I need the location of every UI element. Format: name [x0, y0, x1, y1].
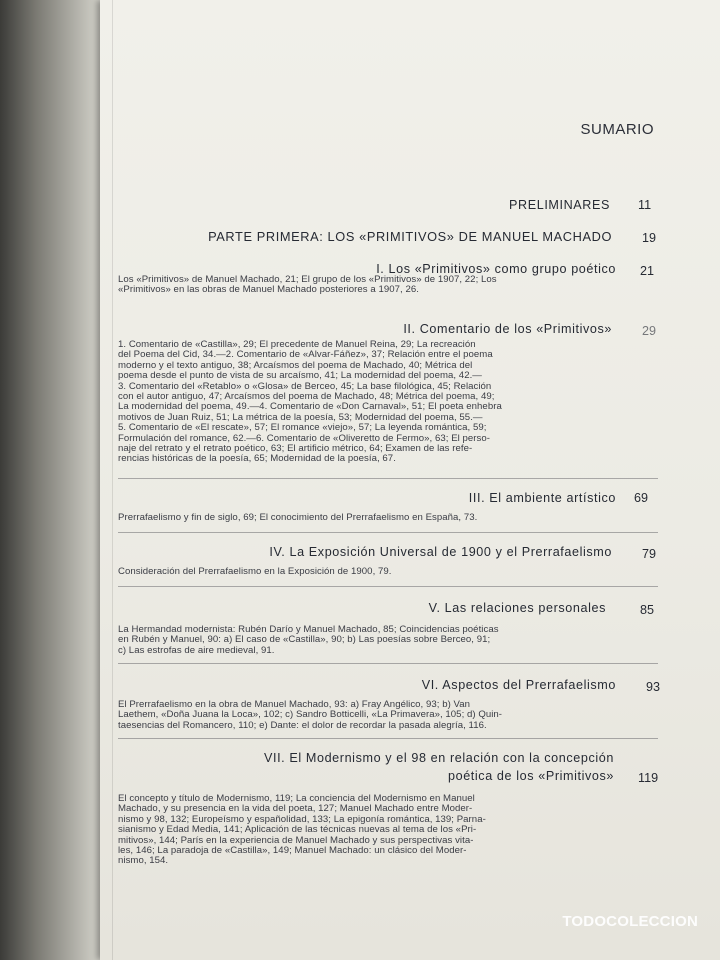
summary-line: 3. Comentario del «Retablo» o «Glosa» de Berceo, 45; La base filológica, 45; Relación — [118, 380, 492, 392]
book-gutter — [0, 0, 104, 960]
summary-line: La Hermandad modernista: Rubén Darío y Manuel Machado, 85; Coincidencias poéticas — [118, 624, 499, 635]
chapter-2-heading: II. Comentario de los «Primitivos» — [403, 322, 612, 336]
chapter-3-page: 69 — [634, 491, 649, 505]
page-title: SUMARIO — [580, 121, 654, 138]
summary-line: «Primitivos» en las obras de Manuel Machado posteriores a 1907, 26. — [118, 284, 419, 296]
summary-line: 1. Comentario de «Castilla», 29; El precedente de Manuel Reina, 29; La recreación — [118, 339, 476, 350]
chapter-4-heading: IV. La Exposición Universal de 1900 y el Prerrafaelismo — [269, 545, 612, 559]
chapter-5-heading: V. Las relaciones personales — [428, 601, 606, 615]
chapter-5-page: 85 — [640, 603, 655, 617]
chapter-5-summary — [118, 625, 616, 656]
chapter-4-summary — [118, 567, 616, 577]
summary-line: en Rubén y Manuel, 90: a) El caso de «Castilla», 90; b) Las poesías sobre Berceo, 91; — [118, 634, 491, 646]
toc-parte-label: PARTE PRIMERA: LOS «PRIMITIVOS» DE MANUEL MACHADO — [208, 229, 612, 244]
summary-line: rencias históricas de la poesía, 65; Modernidad de la poesía, 67. — [118, 453, 396, 465]
summary-line: les, 146; La paradoja de «Castilla», 149; Manuel Machado: un clásico del Moder- — [118, 845, 467, 857]
chapter-1-summary — [118, 275, 618, 296]
section-divider — [118, 663, 658, 664]
summary-line: motivos de Juan Ruiz, 51; La métrica de la poesía, 53; Modernidad del poema, 55.— — [118, 411, 483, 423]
chapter-7-heading-line-2: poética de los «Primitivos» — [448, 769, 614, 783]
chapter-3-heading: III. El ambiente artístico — [468, 491, 616, 505]
summary-line: Machado, y su presencia en la vida del poeta, 127; Manuel Machado entre Moder- — [118, 803, 473, 815]
section-divider — [118, 738, 658, 739]
binding-line — [112, 0, 113, 960]
summary-line: naje del retrato y el retrato poético, 63; El artificio métrico, 64; Examen de las refe- — [118, 443, 473, 455]
chapter-3-summary — [118, 513, 616, 523]
summary-line: nismo, 154. — [118, 855, 169, 867]
chapter-2-summary — [118, 340, 616, 465]
chapter-2-page: 29 — [642, 324, 657, 338]
summary-line: moderno y el texto antiguo, 38; Arcaísmos del poema de Machado, 40; Métrica del — [118, 359, 473, 371]
summary-line: Formulación del romance, 62.—6. Comentario de «Oliveretto de Fermo», 63; El perso- — [118, 432, 491, 444]
toc-preliminares-page: 11 — [638, 198, 652, 212]
summary-line: Laethem, «Doña Juana la Loca», 102; c) Sandro Botticelli, «La Primavera», 105; d) Quin- — [118, 709, 503, 721]
summary-line: sianismo y Edad Media, 141; Aplicación de las técnicas nuevas al tema de los «Pri- — [118, 824, 477, 836]
section-divider — [118, 478, 658, 479]
summary-line: c) Las estrofas de aire medieval, 91. — [118, 644, 275, 656]
chapter-1-page: 21 — [640, 264, 655, 278]
summary-line: Los «Primitivos» de Manuel Machado, 21; El grupo de los «Primitivos» de 1907, 22; Los — [118, 274, 497, 285]
summary-line: nismo y 98, 132; Europeísmo y españolidad, 133; La epigonía romántica, 139; Parna- — [118, 813, 486, 825]
toc-parte-page: 19 — [642, 231, 657, 245]
summary-line: Prerrafaelismo y fin de siglo, 69; El conocimiento del Prerrafaelismo en España, 73. — [118, 512, 478, 523]
summary-line: poema desde el punto de vista de su arcaísmo, 41; La modernidad del poema, 42.— — [118, 370, 482, 382]
summary-line: con el autor antiguo, 47; Arcaísmos del poema de Machado, 48; Métrica del poema, 49; — [118, 391, 495, 403]
summary-line: 5. Comentario de «El rescate», 57; El romance «viejo», 57; La leyenda romántica, 59; — [118, 422, 487, 434]
chapter-7-heading: VII. El Modernismo y el 98 en relación con la concepción — [263, 751, 614, 765]
toc-preliminares-label: PRELIMINARES — [509, 198, 610, 212]
section-divider — [118, 586, 658, 587]
chapter-7-page: 119 — [638, 771, 659, 785]
watermark: TODOCOLECCION — [562, 913, 698, 930]
summary-line: del Poema del Cid, 34.—2. Comentario de «Alvar-Fáñez», 37; Relación entre el poema — [118, 349, 493, 361]
chapter-1-heading: I. Los «Primitivos» como grupo poético — [376, 262, 616, 276]
summary-line: El Prerrafaelismo en la obra de Manuel Machado, 93: a) Fray Angélico, 93; b) Van — [118, 699, 471, 710]
chapter-6-heading: VI. Aspectos del Prerrafaelismo — [421, 678, 616, 692]
bleed-through-mark — [683, 322, 720, 372]
chapter-4-page: 79 — [642, 547, 657, 561]
summary-line: La modernidad del poema, 49.—4. Comentario de «Don Carnaval», 51; El poeta enhebra — [118, 401, 502, 413]
section-divider — [118, 532, 658, 533]
summary-line: taesencias del Romancero, 110; e) Dante: el dolor de recordar la pasada alegría, 116. — [118, 719, 487, 731]
summary-line: Consideración del Prerrafaelismo en la Exposición de 1900, 79. — [118, 566, 392, 577]
chapter-6-summary — [118, 700, 616, 731]
summary-line: mitivos», 144; París en la experiencia de Manuel Machado y sus perspectivas vita- — [118, 834, 474, 846]
chapter-7-summary — [118, 794, 616, 867]
chapter-6-page: 93 — [646, 680, 661, 694]
summary-line: El concepto y título de Modernismo, 119; La conciencia del Modernismo en Manuel — [118, 793, 475, 804]
